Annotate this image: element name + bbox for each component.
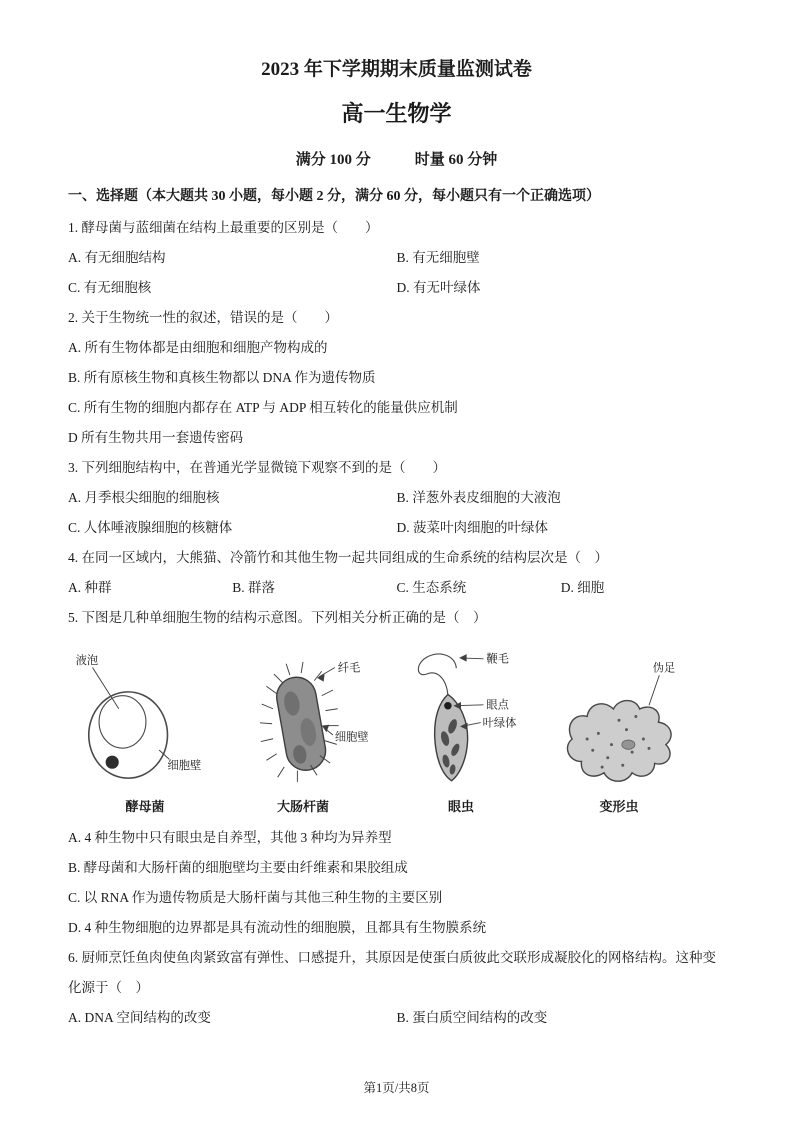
question-3-stem: 3. 下列细胞结构中，在普通光学显微镜下观察不到的是（ ）	[68, 460, 446, 475]
cell-wall-label: 细胞壁	[167, 759, 202, 772]
question-1-option-a: A. 有无细胞结构	[68, 250, 166, 265]
question-6	[68, 943, 725, 1033]
question-3-option-b: B. 洋葱外表皮细胞的大液泡	[396, 490, 561, 505]
question-4-option-b: B. 群落	[232, 580, 276, 595]
question-6-option-b: B. 蛋白质空间结构的改变	[396, 1010, 548, 1025]
question-3-option-c: C. 人体唾液腺细胞的核糖体	[68, 520, 233, 535]
question-5-option-a: A. 4 种生物中只有眼虫是自养型，其他 3 种均为异养型	[68, 830, 392, 845]
pili-label: 纤毛	[337, 662, 361, 675]
chloroplast-label: 叶绿体	[482, 717, 517, 730]
cell-wall-label: 细胞壁	[334, 731, 369, 744]
question-3-option-a: A. 月季根尖细胞的细胞核	[68, 490, 220, 505]
question-5-option-b: B. 酵母菌和大肠杆菌的细胞壁均主要由纤维素和果胶组成	[68, 860, 408, 875]
flagellum-label: 鞭毛	[486, 653, 509, 666]
amoeba-figure	[544, 654, 694, 815]
question-1-option-c: C. 有无细胞核	[68, 280, 152, 295]
question-2-option-a: A. 所有生物体都是由细胞和细胞产物构成的	[68, 340, 328, 355]
organism-name-euglena: 眼虫	[447, 799, 474, 814]
question-1	[68, 213, 725, 303]
exam-subject: 高一生物学	[341, 101, 452, 126]
question-5	[68, 603, 725, 943]
organism-name-amoeba: 变形虫	[599, 799, 639, 814]
page-number: 第1页/共8页	[363, 1081, 430, 1095]
section-one-header: 一、选择题（本大题共 30 小题，每小题 2 分，满分 60 分，每小题只有一个正确选项）	[68, 189, 600, 204]
eyespot-label: 眼点	[486, 699, 509, 712]
yeast-figure	[70, 646, 220, 815]
question-3-option-d: D. 菠菜叶肉细胞的叶绿体	[396, 520, 548, 535]
vacuole-label: 液泡	[75, 654, 99, 667]
question-5-option-d: D. 4 种生物细胞的边界都是具有流动性的细胞膜，且都具有生物膜系统	[68, 920, 487, 935]
question-6-option-a: A. DNA 空间结构的改变	[68, 1010, 211, 1025]
question-2-option-c: C. 所有生物的细胞内都存在 ATP 与 ADP 相互转化的能量供应机制	[68, 400, 458, 415]
question-5-option-c: C. 以 RNA 作为遗传物质是大肠杆菌与其他三种生物的主要区别	[68, 890, 443, 905]
question-4-option-a: A. 种群	[68, 580, 112, 595]
question-2	[68, 303, 725, 453]
question-2-option-b: B. 所有原核生物和真核生物都以 DNA 作为遗传物质	[68, 370, 376, 385]
question-4-stem: 4. 在同一区域内，大熊猫、冷箭竹和其他生物一起共同组成的生命系统的结构层次是（ ）	[68, 550, 608, 565]
duration: 时量 60 分钟	[414, 152, 498, 168]
yeast-diagram	[70, 646, 220, 794]
euglena-diagram	[386, 639, 536, 794]
question-6-stem: 6. 厨师烹饪鱼肉使鱼肉紧致富有弹性、口感提升，其原因是使蛋白质彼此交联形成凝胶化的网格结构。这种变化源于（ ）	[68, 950, 716, 995]
pseudopod-label: 伪足	[652, 662, 676, 675]
question-1-option-b: B. 有无细胞壁	[396, 250, 480, 265]
question-3	[68, 453, 725, 543]
question-5-figure	[70, 639, 694, 815]
exam-title: 2023 年下学期期末质量监测试卷	[261, 59, 532, 80]
question-1-option-d: D. 有无叶绿体	[396, 280, 481, 295]
question-1-stem: 1. 酵母菌与蓝细菌在结构上最重要的区别是（ ）	[68, 220, 379, 235]
question-2-option-d: D 所有生物共用一套遗传密码	[68, 430, 244, 445]
full-score: 满分 100 分	[295, 152, 371, 168]
exam-meta	[68, 148, 725, 169]
ecoli-figure	[228, 646, 378, 815]
question-2-stem: 2. 关于生物统一性的叙述，错误的是（ ）	[68, 310, 338, 325]
question-4-option-c: C. 生态系统	[396, 580, 467, 595]
euglena-figure	[386, 639, 536, 815]
amoeba-diagram	[544, 654, 694, 794]
ecoli-diagram	[228, 646, 378, 794]
question-4	[68, 543, 725, 603]
organism-name-yeast: 酵母菌	[125, 799, 165, 814]
question-4-option-d: D. 细胞	[560, 580, 605, 595]
organism-name-ecoli: 大肠杆菌	[276, 799, 329, 814]
question-5-stem: 5. 下图是几种单细胞生物的结构示意图。下列相关分析正确的是（ ）	[68, 610, 487, 625]
